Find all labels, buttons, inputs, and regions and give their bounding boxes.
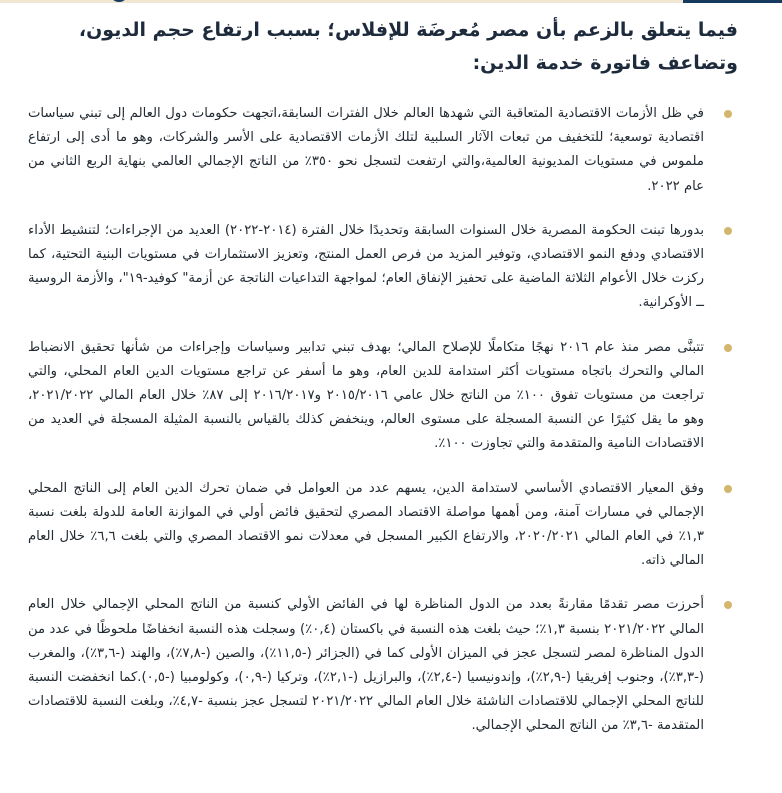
bullet-dot-icon: [724, 601, 732, 609]
bullet-item: [28, 593, 738, 738]
bullet-dot-icon: [724, 227, 732, 235]
bullet-text: وفق المعيار الاقتصادي الأساسي لاستدامة الدين، يسهم عدد من العوامل في ضمان تحرك الدين العام إلى الناتج المحلي الإجمالي في مسارات آمنة، ومن أهمها مواصلة الاقتصاد المصري لتحقيق فائض أولي في الموازنة العامة للدولة بلغت نسبة ١,٣٪ في العام المالي ٢٠٢٠/٢٠٢١، والارتفاع الكبير المسجل في معدلات نمو الاقتصاد المصري والتي بلغت ٦,٦٪ خلال العام المالي ذاته.: [28, 480, 705, 569]
document-body: [28, 14, 738, 759]
bullet-text: في ظل الأزمات الاقتصادية المتعاقبة التي شهدها العالم خلال الفترات السابقة،اتجهت حكومات دول العالم إلى تبني سياسات اقتصادية توسعية؛ للتخفيف من تبعات الآثار السلبية لتلك الأزمات الاقتصادية على الأسر والشركات، وهو ما أدى إلى ارتفاع ملموس في مستويات المديونية العالمية،والتي ارتفعت لتسجل نحو ٣٥٠٪ من الناتج الإجمالي العالمي بنهاية الربع الثاني من عام ٢٠٢٢.: [28, 106, 704, 194]
bullet-item: [28, 477, 738, 574]
bullet-dot-icon: [724, 110, 732, 118]
top-strip-accent: [683, 0, 782, 3]
bullet-item: [28, 336, 738, 457]
bullet-text: بدورها تبنت الحكومة المصرية خلال السنوات السابقة وتحديدًا خلال الفترة (٢٠١٤-٢٠٢٢) العديد من الإجراءات؛ لتنشيط الأداء الاقتصادي ودفع النمو الاقتصادي، وتوفير المزيد من فرص العمل المنتج، وتعزيز الاستثمارات في مستويات البنية التحتية، كما ركزت خلال الأعوام الثلاثة الماضية على تحفيز الإنفاق العام؛ لمواجهة التداعيات الناتجة عن أزمة" كوفيد-١٩"، والأزمة الروسية ــ الأوكرانية.: [28, 222, 704, 311]
bullet-text: أحرزت مصر تقدمًا مقارنةً بعدد من الدول المناظرة لها في الفائض الأولي كنسبة من الناتج المحلي الإجمالي خلال العام المالي ٢٠٢١/٢٠٢٢ بنسبة ١,٣٪؛ حيث بلغت هذه النسبة في باكستان (٠,٤٪) وسجلت هذه النسبة انخفاضًا ملحوظًا في عدد من الدول المناظرة لمصر لتسجل عجز في الميزان الأولى كما في (الجزائر (-١١,٥٪)، والصين (-٧,٨٪)، والهند (-٣,٦٪)، والمغرب (-٣,٣٪)، وجنوب إفريقيا (-٢,٩٪)، وإندونيسيا (-٢,٤٪)، والبرازيل (-٢,١٪)، وتركيا (-٠,٩)، وكولومبيا (-٠,٥).كما انخفضت النسبة للناتج المحلي الإجمالي للاقتصادات الناشئة خلال العام المالي ٢٠٢١/٢٠٢٢ لتسجل عجز بنسبة -٤,٧٪، وبلغت النسبة للاقتصادات المتقدمة -٣,٦٪ من الناتج المحلي الإجمالي.: [28, 597, 704, 734]
bullet-list: [28, 102, 738, 739]
section-heading: فيما يتعلق بالزعم بأن مصر مُعرضَة للإفلاس؛ بسبب ارتفاع حجم الديون، وتضاعف فاتورة خدمة الدين:: [78, 19, 738, 74]
bullet-item: [28, 102, 738, 199]
bullet-item: [28, 219, 738, 316]
bullet-dot-icon: [724, 485, 732, 493]
bullet-dot-icon: [724, 344, 732, 352]
bullet-text: تتبنَّى مصر منذ عام ٢٠١٦ نهجًا متكاملًا للإصلاح المالي؛ بهدف تبني تدابير وسياسات وإجراءات من شأنها تحقيق الانضباط المالي والتحرك باتجاه مستويات أكثر استدامة للدين العام، وهو ما أسفر عن تراجع مستويات الدين العام المحلي، والتي تراجعت من مستويات تفوق ١٠٠٪ من الناتج خلال عامي ٢٠١٥/٢٠١٦ و٢٠١٦/٢٠١٧ إلى ٨٧٪ خلال العام المالي ٢٠٢١/٢٠٢٢، وهو ما يقل كثيرًا عن النسبة المسجلة على مستوى العالم، وينخفض كذلك بالقياس بالنسبة المثيلة المسجلة في العديد من الاقتصادات النامية والمتقدمة والتي تجاوزت ١٠٠٪.: [28, 339, 704, 452]
